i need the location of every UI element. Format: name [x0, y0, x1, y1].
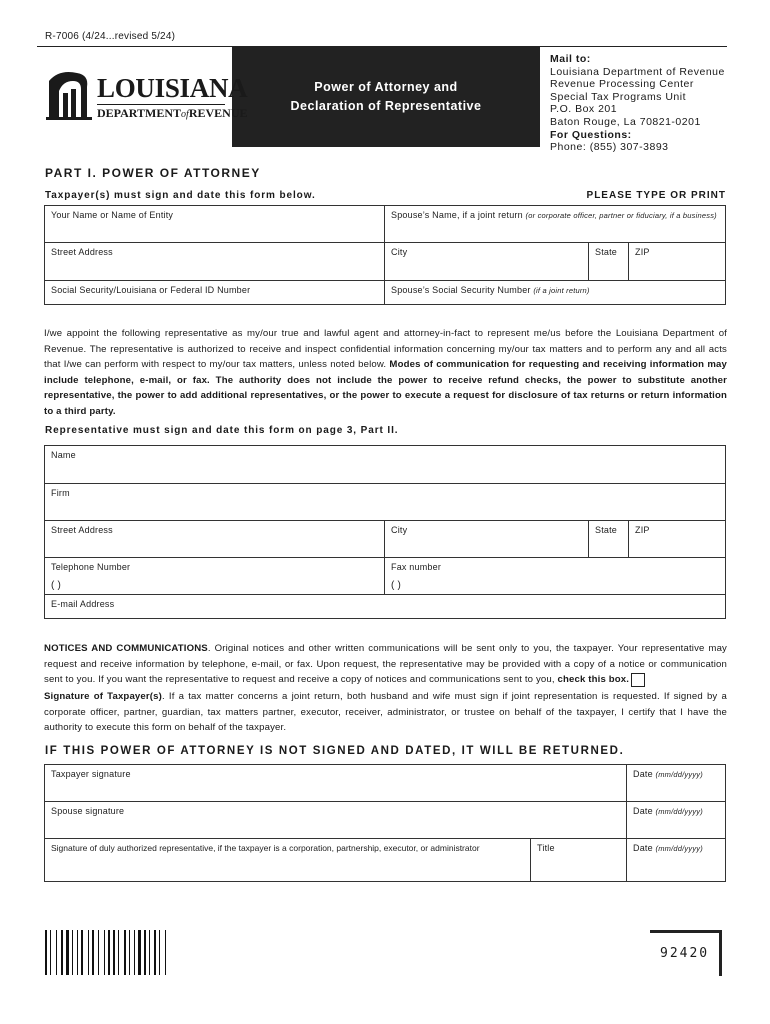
logo-dept-line: DEPARTMENTofREVENUE — [97, 106, 248, 120]
rep-firm-field[interactable]: Firm — [51, 488, 70, 498]
spouse-ssn-field[interactable]: Spouse’s Social Security Number (if a joint return) — [391, 285, 590, 295]
form-number: 92420 — [660, 946, 710, 961]
spouse-name-field[interactable]: Spouse’s Name, if a joint return (or corporate officer, partner or fiduciary, if a business) — [391, 210, 717, 220]
rep-zip-field[interactable]: ZIP — [635, 525, 650, 535]
taxpayer-date-field[interactable]: Date (mm/dd/yyyy) — [633, 769, 703, 779]
title-field[interactable]: Title — [531, 839, 627, 881]
address-line-3: Special Tax Programs Unit — [550, 90, 687, 103]
address-line-5: Baton Rouge, La 70821-0201 — [550, 115, 701, 128]
header — [37, 46, 727, 154]
taxpayer-signature-field[interactable]: Taxpayer signature — [45, 765, 627, 801]
form-title-line-1: Power of Attorney and — [314, 80, 458, 94]
rep-street-field[interactable]: Street Address — [45, 521, 385, 557]
rep-phone-field[interactable]: Telephone Number ( ) — [45, 558, 385, 594]
taxpayer-ssn-field[interactable]: Social Security/Louisiana or Federal ID Number — [45, 281, 385, 304]
address-line-2: Revenue Processing Center — [550, 78, 694, 91]
taxpayer-street-field[interactable]: Street Address — [45, 243, 385, 280]
taxpayer-name-field[interactable]: Your Name or Name of Entity — [45, 206, 385, 242]
mail-to-label: Mail to: — [550, 53, 591, 65]
authorized-date-field[interactable]: Date (mm/dd/yyyy) — [633, 843, 703, 853]
rep-name-field[interactable]: Name — [51, 450, 76, 460]
authorized-signature-field[interactable]: Signature of duly authorized representative, if the taxpayer is a corporation, partnership, executor, or administrator — [45, 839, 531, 881]
rep-fax-field[interactable]: Fax number ( ) — [391, 562, 442, 591]
signature-note-paragraph: Signature of Taxpayer(s). If a tax matter concerns a joint return, both husband and wife must sign if joint representation is requested. If signed by a corporate officer, partner, guardian, tax matters partner, executor, receiver, administrator, or trustee on behalf of the taxpayer, I certify that I have the authority to execute this form on behalf of the taxpayer. — [44, 691, 727, 734]
barcode-icon — [45, 930, 185, 975]
taxpayer-fields — [44, 205, 726, 305]
address-line-4: P.O. Box 201 — [550, 103, 618, 116]
rep-email-field[interactable]: E-mail Address — [51, 599, 115, 609]
taxpayer-zip-field[interactable]: ZIP — [635, 247, 650, 257]
form-title-box — [232, 47, 540, 147]
please-type-or-print: PLEASE TYPE OR PRINT — [586, 190, 726, 201]
signature-fields — [44, 764, 726, 882]
spouse-signature-field[interactable]: Spouse signature — [45, 802, 627, 838]
representative-sign-instruction: Representative must sign and date this form on page 3, Part II. — [45, 425, 399, 436]
form-id: R-7006 (4/24...revised 5/24) — [45, 31, 176, 42]
rep-state-field[interactable]: State — [589, 521, 629, 557]
logo-wordmark: LOUISIANA — [97, 73, 248, 103]
copy-notices-checkbox[interactable] — [631, 673, 645, 687]
notices-paragraph: NOTICES AND COMMUNICATIONS. Original notices and other written communications will be sent only to you, the taxpayer. Your representative may request and receive information by telephone, e-mail, or fax. Upon request, the representative may be provided with a copy of a notice or communication sent to you. If you want the representative to request and receive a copy of notices and communications sent to you, check this box. — [44, 643, 727, 686]
not-signed-warning: IF THIS POWER OF ATTORNEY IS NOT SIGNED AND DATED, IT WILL BE RETURNED. — [45, 745, 625, 757]
logo-rule — [97, 104, 225, 105]
phone-number: Phone: (855) 307-3893 — [550, 141, 669, 154]
representative-fields — [44, 445, 726, 619]
questions-label: For Questions: — [550, 128, 632, 141]
taxpayer-state-field[interactable]: State — [589, 243, 629, 280]
taxpayer-sign-instruction: Taxpayer(s) must sign and date this form below. — [45, 190, 316, 201]
louisiana-revenue-logo — [37, 47, 248, 147]
mailing-info — [540, 47, 727, 154]
appointment-paragraph: I/we appoint the following representative as my/our true and lawful agent and attorney-in-fact to represent me/us before the Louisiana Department of Revenue. The representative is authorized to receive and inspect confidential information concerning my/our tax matters and to perform any and all acts that I/we can perform with respect to my/our tax matters, unless noted below. Modes of communication for requesting and receiving information may include telephone, e-mail, or fax. The authority does not include the power to receive refund checks, the power to substitute another representative, the power to add additional representatives, or the power to execute a request for disclosure of tax returns or return information to a third party. — [44, 328, 728, 417]
rep-city-field[interactable]: City — [385, 521, 589, 557]
address-line-1: Louisiana Department of Revenue — [550, 65, 725, 78]
spouse-date-field[interactable]: Date (mm/dd/yyyy) — [633, 806, 703, 816]
form-title-line-2: Declaration of Representative — [290, 99, 482, 113]
taxpayer-city-field[interactable]: City — [385, 243, 589, 280]
part-1-title: PART I. POWER OF ATTORNEY — [45, 166, 261, 180]
